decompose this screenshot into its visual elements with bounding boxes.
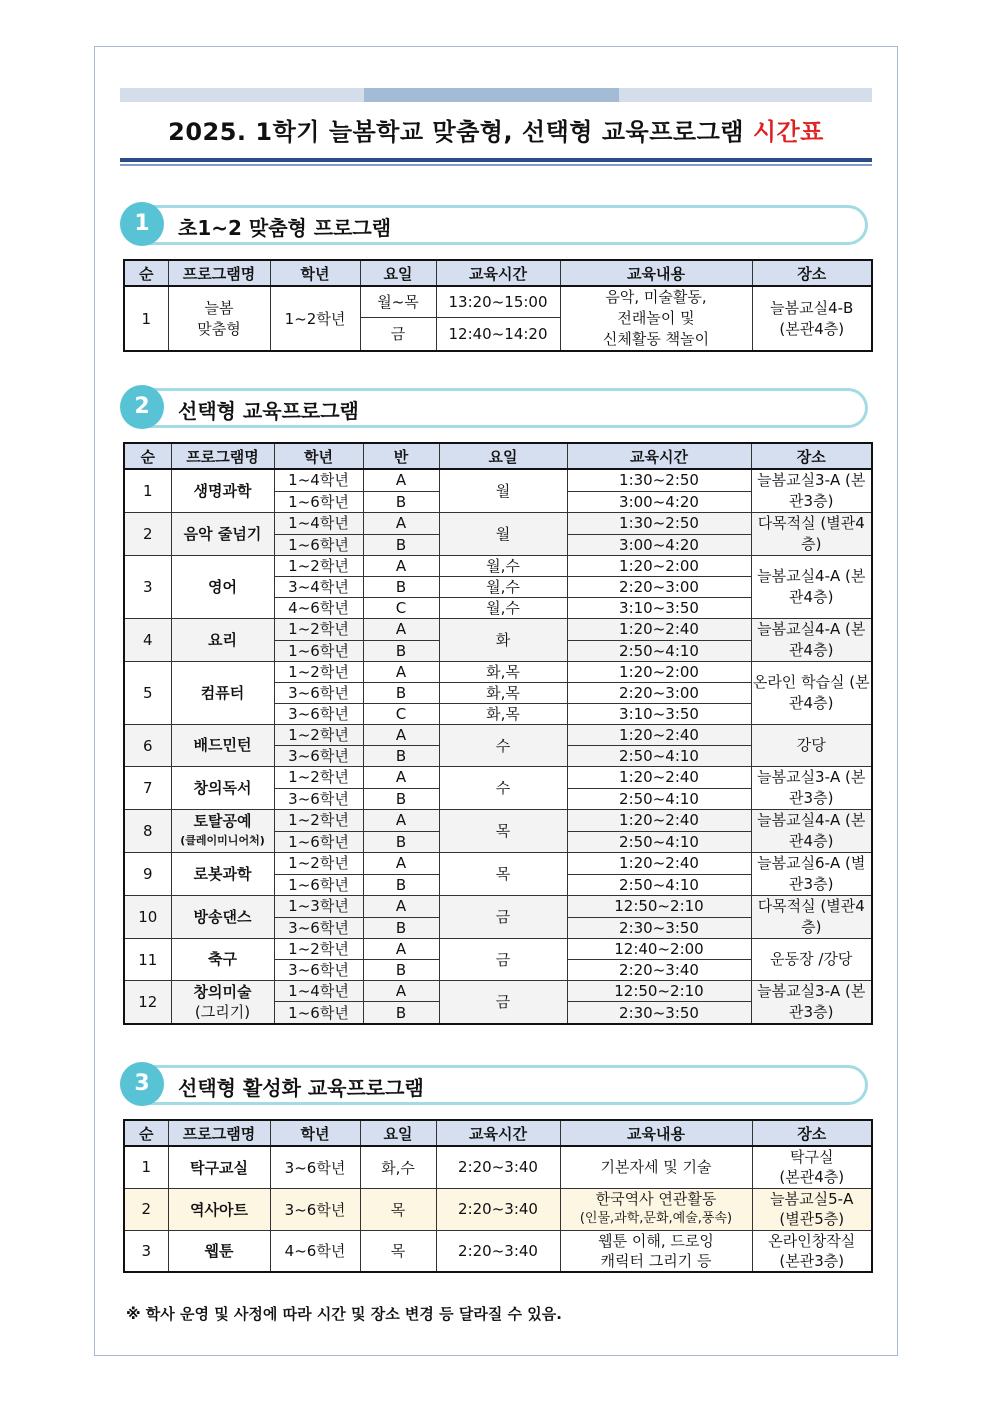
table-row: 2 음악 줄넘기 1~4학년 A 월 1:30~2:50 다목적실 (별관4층) <box>124 513 872 535</box>
table-row: 9 로봇과학 1~2학년 A 목 1:20~2:40 늘봄교실6-A (별관3층) <box>124 853 872 875</box>
table-row: 12 창의미술 (그리기) 1~4학년 A 금 12:50~2:10 늘봄교실3-A (본관3층) <box>124 981 872 1002</box>
section-title: 초1~2 맞춤형 프로그램 <box>178 216 392 240</box>
table-row: 3~6학년 B 2:50~4:10 <box>124 788 872 810</box>
table-activation-program: 순 프로그램명 학년 요일 교육시간 교육내용 장소 1 탁구교실 3~6학년 화,수 2:20~3:40 기본자세 및 기술 탁구실 (본관4층) 2 역사아트 3~6학년 목 2:20~3:40 한국역사 연관활동 (인물,과학,문화,예술,풍속) 늘봄교실5-A (별관5층) 3 웹툰 4~6학년 목 2:20~3:40 웹툰 이해, 드로잉 캐릭터 그리기 등 온라인창작실 (본관3층) <box>123 1119 873 1273</box>
section-title: 선택형 활성화 교육프로그램 <box>178 1076 424 1100</box>
top-decor-bar <box>120 88 872 102</box>
table-customized-program: 순 프로그램명 학년 요일 교육시간 교육내용 장소 1 늘봄 맞춤형 1~2학년 월~목 13:20~15:00 음악, 미술활동, 전래놀이 및 신체활동 책놀이 늘봄교실4-B (본관4층) 금 12:40~14:20 <box>123 259 873 352</box>
table-row: 1~6학년 B 2:50~4:10 <box>124 874 872 896</box>
table-row: 11 축구 1~2학년 A 금 12:40~2:00 운동장 /강당 <box>124 939 872 960</box>
table-row: 1~6학년 B 3:00~4:20 <box>124 491 872 513</box>
table-row: 3~6학년 B 화,목 2:20~3:00 <box>124 683 872 704</box>
table-row: 1 생명과학 1~4학년 A 월 1:30~2:50 늘봄교실3-A (본관3층) <box>124 469 872 491</box>
section-2-header <box>120 385 872 433</box>
table-elective-program: 순 프로그램명 학년 반 요일 교육시간 장소 1 생명과학 1~4학년 A 월 1:30~2:50 늘봄교실3-A (본관3층) 1~6학년 B 3:00~4:20 2 음악 줄넘기 1~4학년 A 월 1:30~2:50 다목적실 (별관4층) 1~6학년 B 3:00~4:20 3 영어 1~2학년 A 월,수 1:20~2:00 늘봄교실4-A (본관4층) 3~4학년 B 월,수 2:20~3:00 4~6학년 C 월,수 3:10~3:50 4 요리 1~2학년 A 화 1:20~2:40 늘봄교실4-A (본관4층) 1~6학년 B 2:50~4:10 5 컴퓨터 1~2학년 A 화,목 1:20~2:00 온라인 학습실 (본관4층) 3~6학년 B 화,목 2:20~3:00 3~6학년 C 화,목 3:10~3:50 6 배드민턴 1~2학년 A 수 1:20~2:40 강당 3~6학년 B 2:50~4:10 7 창의독서 1~2학년 A 수 1:20~2:40 늘봄교실3-A (본관3층) 3~6학년 B 2:50~4:10 8 토탈공예 (클레이미니어처) 1~2학년 A 목 1:20~2:40 늘봄교실4-A (본관4층) 1~6학년 B 2:50~4:10 9 로봇과학 1~2학년 A 목 1:20~2:40 늘봄교실6-A (별관3층) 1~6학년 B 2:50~4:10 10 방송댄스 1~3학년 A 금 12:50~2:10 다목적실 (별관4층) 3~6학년 B 2:30~3:50 11 축구 1~2학년 A 금 12:40~2:00 운동장 /강당 3~6학년 B 2:20~3:40 12 창의미술 (그리기) 1~4학년 A 금 12:50~2:10 늘봄교실3-A (본관3층) 1~6학년 B 2:30~3:50 <box>123 442 873 1025</box>
table-row: 1~6학년 B 2:50~4:10 <box>124 831 872 853</box>
page-title: 2025. 1학기 늘봄학교 맞춤형, 선택형 교육프로그램 시간표 <box>168 118 824 146</box>
table-row: 1 늘봄 맞춤형 1~2학년 월~목 13:20~15:00 음악, 미술활동, 전래놀이 및 신체활동 책놀이 늘봄교실4-B (본관4층) <box>124 286 872 317</box>
table-row: 4 요리 1~2학년 A 화 1:20~2:40 늘봄교실4-A (본관4층) <box>124 619 872 641</box>
title-accent: 시간표 <box>752 118 824 146</box>
footnote: ※ 학사 운영 및 사정에 따라 시간 및 장소 변경 등 달라질 수 있음. <box>126 1305 562 1323</box>
table-row: 1 탁구교실 3~6학년 화,수 2:20~3:40 기본자세 및 기술 탁구실 (본관4층) <box>124 1146 872 1188</box>
table-row: 3 영어 1~2학년 A 월,수 1:20~2:00 늘봄교실4-A (본관4층) <box>124 556 872 577</box>
table-row: 3~6학년 B 2:20~3:40 <box>124 960 872 981</box>
table-row: 7 창의독서 1~2학년 A 수 1:20~2:40 늘봄교실3-A (본관3층) <box>124 767 872 789</box>
table-row: 2 역사아트 3~6학년 목 2:20~3:40 한국역사 연관활동 (인물,과학,문화,예술,풍속) 늘봄교실5-A (별관5층) <box>124 1188 872 1230</box>
table-row: 3 웹툰 4~6학년 목 2:20~3:40 웹툰 이해, 드로잉 캐릭터 그리기 등 온라인창작실 (본관3층) <box>124 1230 872 1272</box>
table-row: 10 방송댄스 1~3학년 A 금 12:50~2:10 다목적실 (별관4층) <box>124 896 872 918</box>
table-row: 6 배드민턴 1~2학년 A 수 1:20~2:40 강당 <box>124 725 872 746</box>
section-1-header <box>120 202 872 250</box>
table-row: 5 컴퓨터 1~2학년 A 화,목 1:20~2:00 온라인 학습실 (본관4층) <box>124 662 872 683</box>
section-3-header <box>120 1062 872 1110</box>
section-number: 1 <box>120 202 164 246</box>
table-row: 3~6학년 B 2:50~4:10 <box>124 746 872 767</box>
table-row: 4~6학년 C 월,수 3:10~3:50 <box>124 598 872 619</box>
section-number: 3 <box>120 1062 164 1106</box>
table-row: 3~6학년 C 화,목 3:10~3:50 <box>124 704 872 725</box>
section-title: 선택형 교육프로그램 <box>178 399 359 423</box>
table-row: 1~6학년 B 2:50~4:10 <box>124 640 872 662</box>
table-row: 3~6학년 B 2:30~3:50 <box>124 917 872 939</box>
title-underline <box>120 158 872 162</box>
table-row: 1~6학년 B 3:00~4:20 <box>124 534 872 556</box>
table-row: 8 토탈공예 (클레이미니어처) 1~2학년 A 목 1:20~2:40 늘봄교실4-A (본관4층) <box>124 810 872 832</box>
section-number: 2 <box>120 385 164 429</box>
table-row: 3~4학년 B 월,수 2:20~3:00 <box>124 577 872 598</box>
table-row: 1~6학년 B 2:30~3:50 <box>124 1002 872 1024</box>
